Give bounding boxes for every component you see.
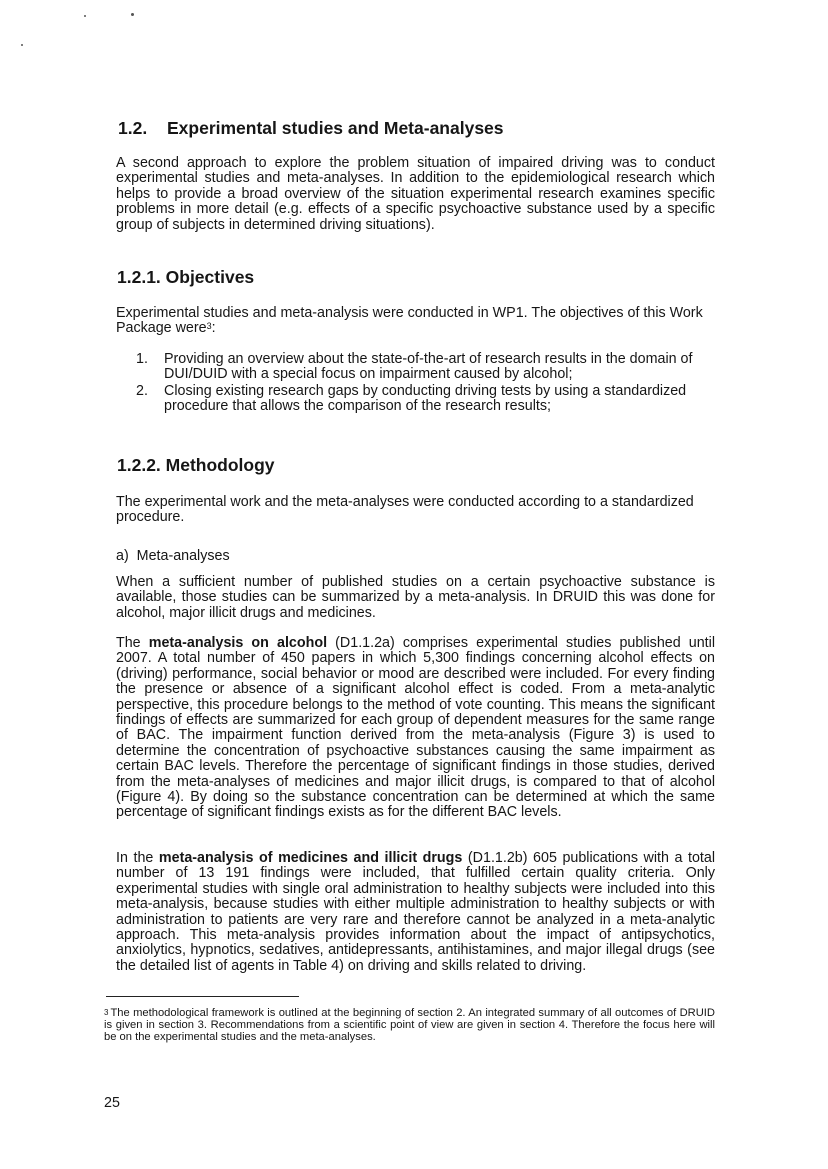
paragraph-body: (D1.1.2b) 605 publications with a total number of 13 191 findings were included, that fulfilled certain quality criteria. Only experimental studies with single oral administration to healthy subjects were included into this meta-analysis, because studies with either multiple administration to healthy subjects or with administration to patients are very rare and therefore cannot be analyzed in a meta-analytic approach. This meta-analysis provides information about the impact of antipsychotics, anxiolytics, hypnotics, sedatives, antidepressants, antihistamines, and major illegal drugs (see the detailed list of agents in Table 4) on driving and skills related to driving. — [116, 850, 716, 974]
meta-analyses-paragraph-1: When a sufficient number of published studies on a certain psychoactive substance is available, those studies can be summarized by a meta-analysis. In DRUID this was done for alcohol, major illicit drugs and medicines. — [116, 574, 715, 621]
scan-speck — [21, 44, 23, 46]
objectives-intro — [116, 306, 718, 337]
paragraph-lead: In the — [116, 850, 159, 866]
bold-term: meta-analysis of medicines and illicit drugs — [158, 850, 463, 866]
footnote-divider — [106, 996, 299, 997]
methodology-intro: The experimental work and the meta-analyses were conducted according to a standardized procedure. — [116, 494, 694, 526]
meta-analysis-alcohol-paragraph — [116, 636, 715, 821]
footnote-mark: 3 — [104, 1008, 109, 1017]
scan-speck — [84, 15, 86, 17]
objectives-list — [136, 352, 716, 416]
section-heading-1-2 — [118, 117, 504, 139]
paragraph-body: (D1.1.2a) comprises experimental studies published until 2007. A total number of 450 papers in which 5,300 findings concerning alcohol effects on (driving) performance, social behavior or mood are described were included. For every finding the presence or absence of a significant alcohol effect is coded. From a meta-analytic perspective, this procedure belongs to the method of vote counting. This means the significant findings of effects are summarized for each group of dependent measures for the same range of BAC. The impairment function derived from the meta-analysis (Figure 3) is used to determine the concentration of psychoactive substances causing the same impairment as certain BAC levels. Therefore the percentage of significant findings in those studies, derived from the meta-analyses of medicines and major illicit drugs, is compared to that of alcohol (Figure 4). By doing so the substance concentration can be determined at which the same percentage of significant findings exists as for the different BAC levels. — [116, 635, 715, 821]
meta-analyses-subheading: a) Meta-analyses — [116, 548, 230, 564]
section-heading-objectives: 1.2.1. Objectives — [117, 267, 255, 287]
paragraph-lead: The — [116, 635, 149, 651]
objectives-intro-text: Experimental studies and meta-analysis were conducted in WP1. The objectives of this Work Package were — [116, 305, 703, 337]
scan-speck — [131, 13, 134, 16]
list-item — [136, 352, 716, 383]
bold-term: meta-analysis on alcohol — [148, 635, 328, 651]
objectives-intro-end: : — [211, 320, 216, 337]
list-item-text: Providing an overview about the state-of-the-art of research results in the domain of DUI/DUID with a special focus on impairment caused by alcohol; — [164, 351, 693, 383]
intro-paragraph: A second approach to explore the problem situation of impaired driving was to conduct experimental studies and meta-analyses. In addition to the epidemiological research which helps to provide a broad overview of the situation experimental research examines specific problems in more detail (e.g. effects of a specific psychoactive substance used by a specific group of subjects in determined driving situations). — [116, 155, 715, 233]
footnote-reference: 3 — [206, 321, 212, 332]
list-item-number: 2. — [136, 382, 148, 399]
list-item — [136, 384, 716, 415]
page-number: 25 — [104, 1095, 120, 1111]
footnote-text: The methodological framework is outlined at the beginning of section 2. An integrated summary of all outcomes of DRUID is given in section 3. Recommendations from a scientific point of view are given in section 4. Therefore the focus here will be on the experimental studies and the meta-analyses. — [104, 1007, 715, 1043]
list-item-text: Closing existing research gaps by conducting driving tests by using a standardized procedure that allows the comparison of the research results; — [164, 382, 687, 415]
section-title: Experimental studies and Meta-analyses — [167, 118, 504, 138]
meta-analysis-medicines-paragraph — [116, 851, 715, 974]
section-number: 1.2. — [118, 118, 148, 138]
footnote — [104, 1008, 715, 1043]
section-heading-methodology: 1.2.2. Methodology — [117, 455, 275, 475]
list-item-number: 1. — [136, 351, 148, 367]
